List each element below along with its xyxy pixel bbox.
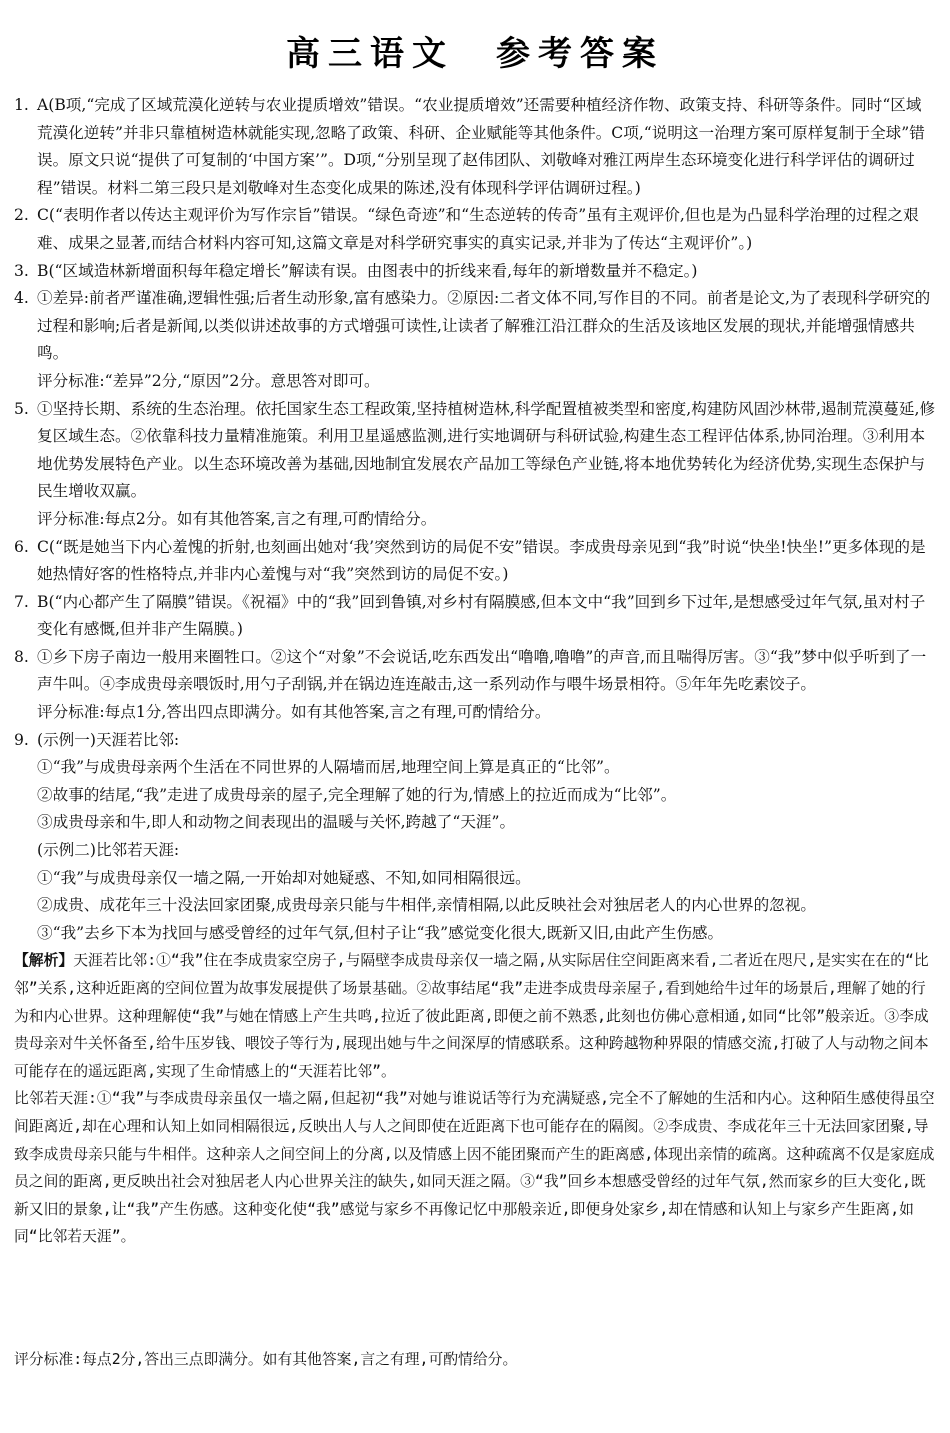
answer-text: B(“内心都产生了隔膜”错误。《祝福》中的“我”回到鲁镇,对乡村有隔膜感,但本文中“我”回到乡下过年,是想感受过年气氛,虽对村子变化有感慨,但并非产生隔膜。) [37,592,926,639]
answer-text: ①坚持长期、系统的生态治理。依托国家生态工程政策,坚持植树造林,科学配置植被类型和密度,构建防风固沙林带,遏制荒漠蔓延,修复区域生态。②依靠科技力量精准施策。利用卫星遥感监测,进行实地调研与科研试验,构建生态工程评估体系,协同治理。③利用本地优势发展特色产业。以生态环境改善为基础,因地制宜发展农产品加工等绿色产业链,将本地优势转化为经济优势,实现生态保护与民生增收双赢。 [37,399,936,501]
example-line: (示例二)比邻若天涯: [37,841,180,860]
answer-text: C(“既是她当下内心羞愧的折射,也刻画出她对‘我’突然到访的局促不安”错误。李成贵母亲见到“我”时说“快坐!快坐!”更多体现的是她热情好客的性格特点,并非内心羞愧与对“我”突然到访的局促不安。) [37,537,926,584]
example-line: ①“我”与成贵母亲仅一墙之隔,一开始却对她疑惑、不知,如同相隔很远。 [37,868,531,887]
answer-number: 6. [14,537,29,556]
analysis-para-2: 比邻若天涯:①“我”与李成贵母亲虽仅一墙之隔,但起初“我”对她与谁说话等行为充满疑惑,完全不了解她的生活和内心。这种陌生感使得虽空间距离近,却在心理和认知上如同相隔很远,反映出人与人之间即使在近距离下也可能存在的隔阂。②李成贵、李成花年三十无法回家团聚,导致李成贵母亲只能与牛相伴。这种亲人之间空间上的分离,以及情感上因不能团聚而产生的距离感,体现出亲情的疏离。这种疏离不仅是家庭成员之间的距离,更反映出社会对独居老人内心世界关注的缺失,如同天涯之隔。③“我”回乡本想感受曾经的过年气氛,然而家乡的巨大变化,既新又旧的景象,让“我”产生伤感。这种变化使“我”感觉与家乡不再像记忆中那般亲近,即便身处家乡,却在情感和认知上与家乡产生距离,如同“比邻若天涯”。 [14,1090,935,1246]
scoring-criteria: 评分标准:“差异”2分,“原因”2分。意思答对即可。 [37,371,380,390]
answer-text: ①差异:前者严谨准确,逻辑性强;后者生动形象,富有感染力。②原因:二者文体不同,写作目的不同。前者是论文,为了表现科学研究的过程和影响;后者是新闻,以类似讲述故事的方式增强可读性,让读者了解雅江沿江群众的生活及该地区发展的现状,并能增强情感共鸣。 [37,289,931,363]
answer-number: 3. [14,261,29,280]
answer-5 [14,396,936,534]
answer-3 [14,258,936,286]
answer-7 [14,589,936,644]
scoring-criteria-cutoff [14,1351,936,1373]
answer-1 [14,92,936,202]
analysis-section [14,947,936,1251]
answer-text: ①乡下房子南边一般用来圈牲口。②这个“对象”不会说话,吃东西发出“噜噜,噜噜”的声音,而且喘得厉害。③“我”梦中似乎听到了一声牛叫。④李成贵母亲喂饭时,用勺子刮锅,并在锅边连连敲击,这一系列动作与喂牛场景相符。⑤年年先吃素饺子。 [37,647,927,694]
scoring-criteria: 评分标准:每点1分,答出四点即满分。如有其他答案,言之有理,可酌情给分。 [37,703,551,722]
example-line: (示例一)天涯若比邻: [37,730,180,749]
answer-number: 7. [14,592,29,611]
answer-number: 5. [14,399,29,418]
example-line: ③“我”去乡下本为找回与感受曾经的过年气氛,但村子让“我”感觉变化很大,既新又旧,由此产生伤感。 [37,923,724,942]
analysis-text: 天涯若比邻:①“我”住在李成贵家空房子,与隔壁李成贵母亲仅一墙之隔,从实际居住空间距离来看,二者近在咫尺,是实实在在的“比邻”关系,这种近距离的空间位置为故事发展提供了场景基础。②故事结尾“我”走进李成贵母亲屋子,看到她给牛过年的场景后,理解了她的行为和内心世界。这种理解使“我”与她在情感上产生共鸣,拉近了彼此距离,即便之前不熟悉,此刻也仿佛心意相通,如同“比邻”般亲近。③李成贵母亲对牛关怀备至,给牛压岁钱、喂饺子等行为,展现出她与牛之间深厚的情感联系。这种跨越物种界限的情感交流,打破了人与动物之间本可能存在的遥远距离,实现了生命情感上的“天涯若比邻”。 [14,952,929,1080]
example-line: ①“我”与成贵母亲两个生活在不同世界的人隔墙而居,地理空间上算是真正的“比邻”。 [37,758,620,777]
answer-number: 1. [14,96,29,114]
analysis-label: 【解析】 [14,952,74,970]
answer-number: 2. [14,206,29,225]
answer-number: 9. [14,730,29,749]
answer-6 [14,534,936,589]
answer-content [14,92,936,1367]
answer-2 [14,202,936,257]
answer-8 [14,644,936,727]
analysis-para-1 [14,947,936,1085]
page-title: 高三语文 参考答案 [286,34,664,74]
answer-number: 4. [14,289,29,308]
example-line: ②故事的结尾,“我”走进了成贵母亲的屋子,完全理解了她的行为,情感上的拉近而成为“比邻”。 [37,785,677,804]
analysis-scoring: 评分标准:每点2分,答出三点即满分。如有其他答案,言之有理,可酌情给分。 [14,1351,518,1368]
answer-9 [14,727,936,948]
title-strip [0,0,950,90]
scoring-criteria: 评分标准:每点2分。如有其他答案,言之有理,可酌情给分。 [37,509,437,528]
example-line: ②成贵、成花年三十没法回家团聚,成贵母亲只能与牛相伴,亲情相隔,以此反映社会对独居老人的内心世界的忽视。 [37,896,816,915]
example-line: ③成贵母亲和牛,即人和动物之间表现出的温暖与关怀,跨越了“天涯”。 [37,813,516,832]
answer-text: C(“表明作者以传达主观评价为写作宗旨”错误。“绿色奇迹”和“生态逆转的传奇”虽有主观评价,但也是为凸显科学治理的过程之艰难、成果之显著,而结合材料内容可知,这篇文章是对科学研究事实的真实记录,并非为了传达“主观评价”。) [37,206,919,252]
answer-number: 8. [14,647,29,666]
answer-text: A(B项,“完成了区域荒漠化逆转与农业提质增效”错误。“农业提质增效”还需要种植经济作物、政策支持、科研等条件。同时“区域荒漠化逆转”并非只靠植树造林就能实现,忽略了政策、科研、企业赋能等其他条件。C项,“说明这一治理方案可原样复制于全球”错误。原文只说“提供了可复制的‘中国方案’”。D项,“分别呈现了赵伟团队、刘敬峰对雅江两岸生态环境变化进行科学评估的调研过程”错误。材料二第三段只是刘敬峰对生态变化成果的陈述,没有体现科学评估调研过程。) [37,96,925,197]
answer-4 [14,285,936,395]
answer-text: B(“区域造林新增面积每年稳定增长”解读有误。由图表中的折线来看,每年的新增数量并不稳定。) [37,261,698,280]
